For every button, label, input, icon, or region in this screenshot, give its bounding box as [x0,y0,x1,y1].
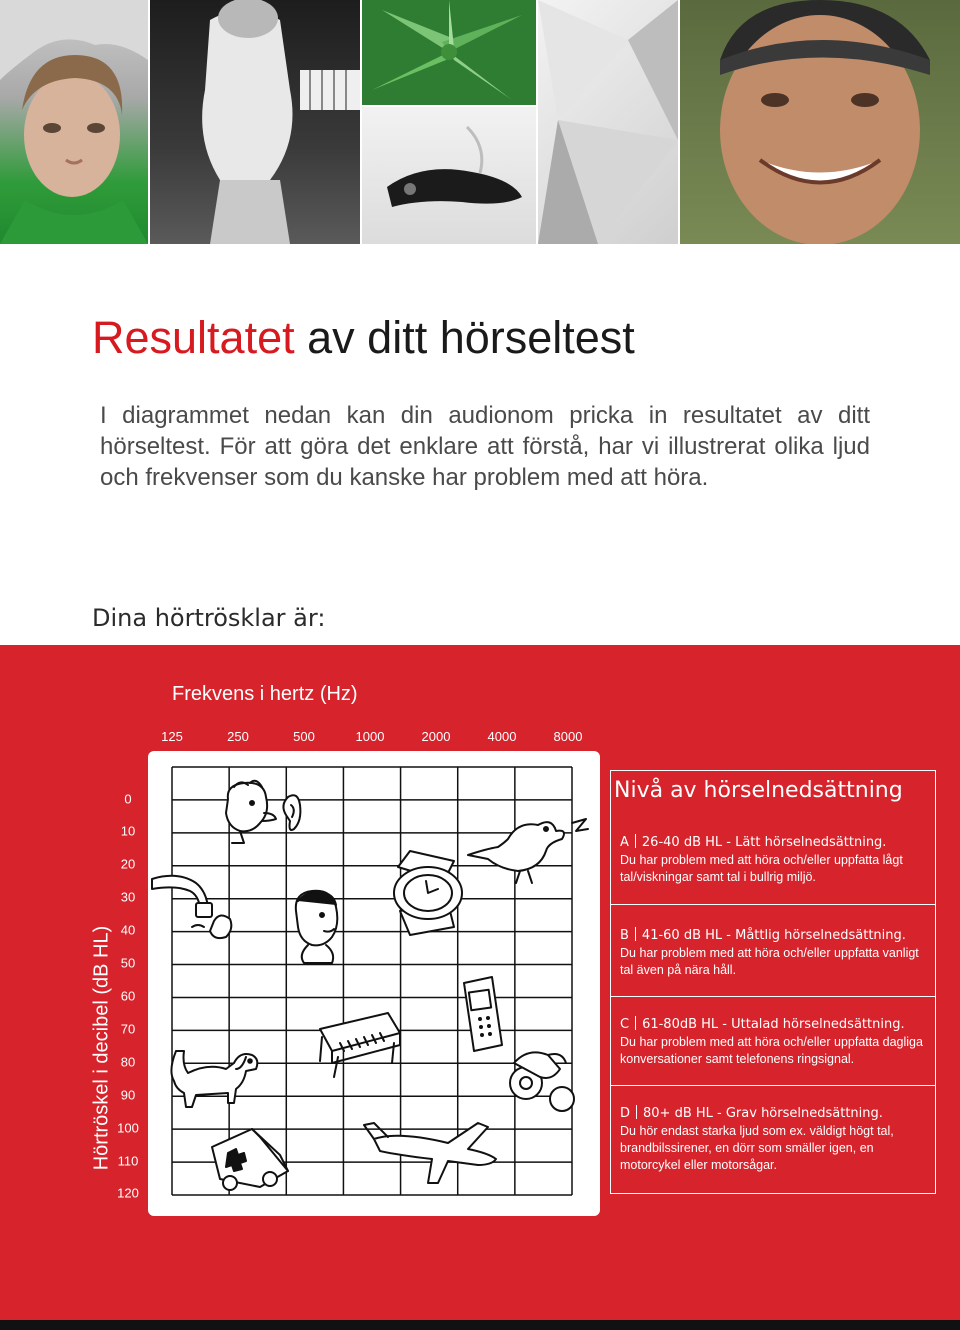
level-item-d [620,1105,930,1174]
smiling-man-photo [680,0,960,244]
hearing-aid-photo [362,107,536,244]
y-tick: 90 [120,1087,136,1103]
levels-divider [611,1085,935,1086]
ambulance-icon [212,1129,288,1190]
paper-shapes-photo [538,0,678,244]
level-heading [620,927,930,945]
y-tick: 110 [117,1153,139,1169]
level-item-a [620,834,930,886]
audiogram-svg [148,751,600,1216]
dog-icon [171,1051,257,1107]
x-tick: 1000 [355,729,385,744]
level-description: Du hör endast starka ljud som ex. väldigt högt tal, brandbilssirener, en dörr som smäller igen, en motorcykel eller motorsågar. [620,1124,894,1172]
levels-divider [611,996,935,997]
y-tick: 10 [120,823,136,839]
x-tick: 8000 [553,729,583,744]
levels-title: Nivå av hörselnedsättning [614,778,903,803]
y-tick: 30 [120,889,136,905]
y-axis-label: Hörtröskel i decibel (dB HL) [90,925,113,1171]
x-tick: 250 [227,729,249,744]
piano-icon [320,1013,400,1077]
level-heading [620,834,930,852]
level-head-text: 61-80dB HL - Uttalad hörselnedsättning. [642,1017,905,1032]
level-heading [620,1016,930,1034]
level-separator [635,927,636,941]
title-rest: av ditt hörseltest [307,312,635,363]
level-head-text: 80+ dB HL - Grav hörselnedsättning. [643,1106,883,1121]
level-separator [635,1016,636,1030]
y-tick: 50 [120,955,136,971]
level-letter: B [620,928,629,943]
x-tick: 2000 [421,729,451,744]
bottom-bar [0,1320,960,1330]
succulent-plant-photo [362,0,536,105]
bird-icon [468,819,588,883]
level-letter: A [620,835,629,850]
x-tick: 125 [161,729,183,744]
audiogram-grid [172,767,572,1195]
y-tick: 0 [124,791,132,807]
level-letter: C [620,1017,630,1032]
x-axis-label: Frekvens i hertz (Hz) [172,683,358,705]
level-head-text: 41-60 dB HL - Måttlig hörselnedsättning. [641,928,906,943]
levels-divider [611,904,935,905]
level-letter: D [620,1106,631,1121]
motorcycle-icon [510,1052,574,1111]
whisper-face-icon [226,781,300,843]
title-accent: Resultatet [92,312,295,363]
y-tick: 70 [120,1021,136,1037]
level-description: Du har problem med att höra och/eller uppfatta dagliga konversationer samt telefonens ringsignal. [620,1035,923,1066]
y-tick: 100 [117,1120,139,1136]
piano-player-photo [150,0,360,244]
wristwatch-icon [394,851,462,935]
page-title [92,312,635,364]
photo-strip [0,0,960,244]
mobile-phone-icon [464,977,502,1051]
x-tick: 500 [293,729,315,744]
airplane-icon [364,1123,496,1183]
y-tick: 40 [120,922,136,938]
y-tick: 20 [120,856,136,872]
level-separator [636,1105,637,1119]
y-tick: 80 [120,1054,136,1070]
man-talking-icon [296,891,338,963]
dripping-faucet-icon [152,876,231,938]
level-item-c [620,1016,930,1068]
woman-portrait-photo [0,0,148,244]
intro-paragraph: I diagrammet nedan kan din audionom pricka in resultatet av ditt hörseltest. För att göra det enklare att förstå, har vi illustrerat olika ljud och frekvenser som du kanske har problem med att höra. [100,402,870,491]
level-heading [620,1105,930,1123]
y-tick: 60 [120,988,136,1004]
audiogram-chart[interactable] [148,751,600,1216]
x-tick: 4000 [487,729,517,744]
level-description: Du har problem med att höra och/eller uppfatta lågt tal/viskningar samt tal i bullrig miljö. [620,853,903,884]
thresholds-heading: Dina hörtrösklar är: [92,604,326,632]
level-description: Du har problem med att höra och/eller uppfatta vanligt tal även på nära håll. [620,946,919,977]
level-head-text: 26-40 dB HL - Lätt hörselnedsättning. [641,835,887,850]
level-separator [635,834,636,848]
y-tick: 120 [117,1185,139,1201]
level-item-b [620,927,930,979]
